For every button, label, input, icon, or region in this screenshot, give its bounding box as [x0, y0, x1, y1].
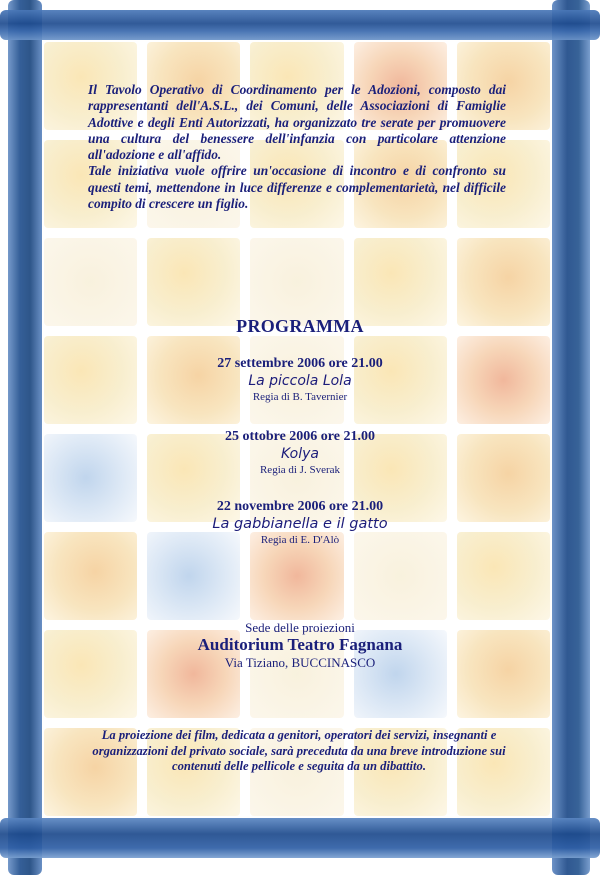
- event-date: 22 novembre 2006 ore 21.00: [216, 499, 384, 514]
- venue-name: Auditorium Teatro Fagnana: [197, 635, 403, 654]
- event-block: [150, 355, 450, 405]
- intro-text: [88, 82, 506, 212]
- intro-paragraph: Tale iniziativa vuole offrire un'occasione di incontro e di confronto su questi temi, mettendone in luce differenze e complementarietà, nel difficile compito di crescere un figlio.: [88, 163, 506, 212]
- event-director: Regia di J. Sverak: [259, 464, 341, 476]
- event-film-title: Kolya: [280, 446, 319, 462]
- venue-address: Via Tiziano, BUCCINASCO: [224, 655, 376, 670]
- venue-block: [150, 620, 450, 671]
- event-block: [150, 498, 450, 548]
- event-director: Regia di B. Tavernier: [252, 391, 348, 403]
- intro-paragraph: Il Tavolo Operativo di Coordinamento per le Adozioni, composto dai rappresentanti dell'A.S.L., dei Comuni, delle Associazioni di Famiglie Adottive e degli Enti Autorizzati, ha organizzato tre serate per promuovere una cultura del benessere dell'infanzia con particolare attenzione all'adozione e all'affido.: [88, 82, 506, 163]
- venue-label: Sede delle proiezioni: [245, 620, 355, 635]
- footer-note: La proiezione dei film, dedicata a genitori, operatori dei servizi, insegnanti e organizzazioni del privato sociale, sarà preceduta da una breve introduzione sui contenuti delle pellicole e seguita da un dibattito.: [92, 728, 506, 773]
- event-director: Regia di E. D'Alò: [260, 534, 340, 546]
- event-block: [150, 428, 450, 478]
- event-date: 27 settembre 2006 ore 21.00: [217, 356, 383, 371]
- event-film-title: La gabbianella e il gatto: [212, 516, 388, 532]
- event-date: 25 ottobre 2006 ore 21.00: [225, 429, 375, 444]
- programma-heading: PROGRAMMA: [236, 316, 364, 336]
- event-film-title: La piccola Lola: [248, 373, 352, 389]
